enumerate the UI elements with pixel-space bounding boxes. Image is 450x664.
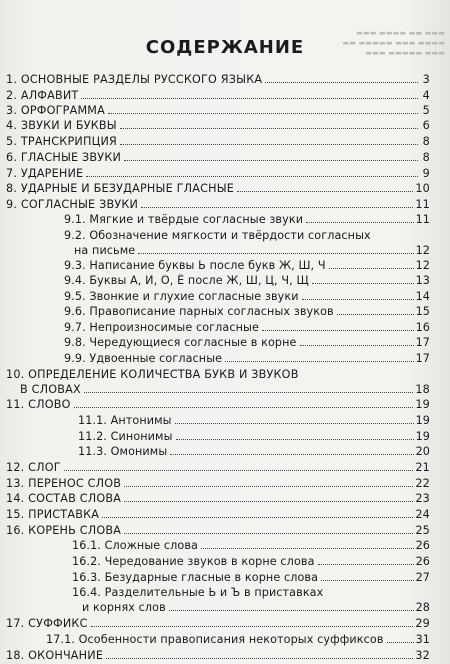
toc-entry-number: 4.: [6, 119, 18, 132]
toc-entry-title: ОПРЕДЕЛЕНИЕ КОЛИЧЕСТВА БУКВ И ЗВУКОВ: [28, 368, 299, 381]
dot-leader: [124, 159, 418, 161]
toc-page-number: 19: [415, 430, 430, 443]
toc-page-number: 26: [415, 555, 430, 568]
toc-entry[interactable]: [6, 649, 430, 662]
toc-entry-label: [46, 633, 384, 646]
toc-page-number: 28: [415, 601, 430, 614]
toc-entry-number: 11.: [6, 398, 25, 411]
toc-entry[interactable]: [6, 182, 430, 195]
toc-entry-number: 18.: [6, 649, 25, 662]
toc-page-number: 23: [415, 492, 430, 505]
toc-page-number: 9: [422, 167, 430, 180]
toc-entry-label: [72, 555, 315, 568]
dot-leader: [84, 391, 414, 393]
toc-entry-title: Антонимы: [110, 414, 172, 427]
toc-entry-number: 14.: [6, 492, 25, 505]
toc-entry-number: 16.4.: [72, 586, 105, 599]
toc-entry[interactable]: [6, 461, 430, 474]
toc-subentry[interactable]: [72, 555, 430, 568]
toc-entry-label: [64, 290, 299, 303]
toc-entry-label: [72, 571, 318, 584]
toc-entry-number: 17.1.: [46, 633, 75, 646]
toc-entry[interactable]: [6, 167, 430, 180]
dot-leader: [329, 267, 414, 269]
toc-entry-number: 9.2.: [64, 229, 90, 242]
toc-entry-label: [72, 539, 198, 552]
dot-leader: [64, 469, 414, 471]
toc-page-number: 29: [415, 617, 430, 630]
toc-entry-label: [6, 617, 88, 630]
toc-subentry[interactable]: [78, 445, 430, 458]
toc-entry-title: Непроизносимые согласные: [89, 321, 259, 334]
toc-entry-label: [6, 167, 83, 180]
toc-entry-label: [78, 445, 167, 458]
toc-entry-title: Чередование звуков в корне слова: [104, 555, 315, 568]
toc-entry[interactable]: [6, 508, 430, 521]
toc-entry-number: 9.8.: [64, 336, 86, 349]
toc-page-number: 17: [415, 336, 430, 349]
toc-subentry[interactable]: [64, 213, 430, 226]
toc-entry-number: 9.4.: [64, 274, 86, 287]
toc-entry-label: [6, 398, 71, 411]
toc-entry-title: ЗВУКИ И БУКВЫ: [20, 119, 117, 132]
toc-entry-title: СУФФИКС: [28, 617, 88, 630]
toc-entry-number: 9.3.: [64, 259, 86, 272]
toc-entry-number: 5.: [6, 135, 18, 148]
toc-entry-number: 9.1.: [64, 213, 86, 226]
toc-entry-number: 1.: [6, 73, 18, 86]
toc-page-number: 12: [415, 259, 430, 272]
toc-entry-line1: [6, 368, 299, 381]
toc-entry-label: [78, 414, 172, 427]
toc-entry-number: 9.9.: [64, 352, 86, 365]
toc-entry[interactable]: [6, 398, 430, 411]
toc-entry-title: Буквы А, И, О, Ё после Ж, Ш, Ц, Ч, Щ: [89, 274, 309, 287]
toc-subentry[interactable]: [64, 290, 430, 303]
toc-page-number: 8: [422, 151, 430, 164]
toc-entry-number: 3.: [6, 104, 18, 117]
toc-entry-title-continued: на письме: [74, 244, 136, 257]
toc-entry-title: ПЕРЕНОС СЛОВ: [28, 477, 122, 490]
toc-page-number: 3: [422, 73, 430, 86]
toc-entry[interactable]: [6, 104, 430, 117]
toc-entry-label: [6, 89, 78, 102]
dot-leader: [91, 625, 414, 627]
toc-entry-number: 10.: [6, 368, 29, 381]
dot-leader: [337, 313, 414, 315]
toc-entry-label: [6, 182, 234, 195]
toc-entry-line1: [72, 586, 323, 599]
toc-entry-label: [64, 213, 303, 226]
toc-page-number: 19: [415, 398, 430, 411]
toc-subentry[interactable]: [46, 633, 430, 646]
dot-leader: [175, 422, 414, 424]
toc-subentry[interactable]: [64, 321, 430, 334]
toc-entry-label: [6, 524, 121, 537]
toc-entry-label: [6, 492, 121, 505]
toc-entry-number: 11.1.: [78, 414, 107, 427]
toc-page-number: 24: [415, 508, 430, 521]
toc-entry-title: Обозначение мягкости и твёрдости согласных: [89, 229, 371, 242]
toc-entry-label: [6, 73, 262, 86]
toc-entry-label: [6, 135, 117, 148]
toc-entry-title: ПРИСТАВКА: [28, 508, 100, 521]
toc-entry-number: 9.7.: [64, 321, 86, 334]
toc-entry-title: СЛОГ: [28, 461, 61, 474]
toc-entry-label: [64, 274, 309, 287]
toc-entry-title: ОСНОВНЫЕ РАЗДЕЛЫ РУССКОГО ЯЗЫКА: [20, 73, 263, 86]
dot-leader: [387, 641, 414, 643]
toc-entry[interactable]: [20, 383, 430, 396]
toc-entry-title: АЛФАВИТ: [20, 89, 79, 102]
dot-leader: [225, 360, 413, 362]
toc-subentry[interactable]: [78, 430, 430, 443]
toc-page-number: 16: [415, 321, 430, 334]
toc-subentry[interactable]: [64, 274, 430, 287]
toc-page-number: 13: [415, 274, 430, 287]
dot-leader: [141, 206, 413, 208]
toc-entry-label: [6, 508, 99, 521]
toc-entry[interactable]: [6, 119, 430, 132]
toc-page-number: 10: [415, 182, 430, 195]
toc-entry-title: КОРЕНЬ СЛОВА: [28, 524, 122, 537]
toc-page-number: 21: [415, 461, 430, 474]
toc-subentry[interactable]: [72, 539, 430, 552]
toc-entry-number: 16.2.: [72, 555, 101, 568]
toc-page-number: 18: [415, 383, 430, 396]
toc-entry-label: [78, 430, 173, 443]
toc-page-number: 20: [415, 445, 430, 458]
toc-entry-number: 9.: [6, 198, 18, 211]
dot-leader: [138, 252, 413, 254]
toc-entry[interactable]: [6, 477, 430, 490]
dot-leader: [318, 563, 414, 565]
toc-entry-number: 11.3.: [78, 445, 107, 458]
toc-entry-number: 16.: [6, 524, 25, 537]
toc-entry-number: 6.: [6, 151, 18, 164]
toc-entry[interactable]: [6, 524, 430, 537]
toc-entry-title: ТРАНСКРИПЦИЯ: [20, 135, 117, 148]
toc-entry-title: СЛОВО: [28, 398, 71, 411]
toc-page-number: 22: [415, 477, 430, 490]
toc-entry-number: 9.5.: [64, 290, 86, 303]
toc-entry-number: 15.: [6, 508, 25, 521]
toc-subentry[interactable]: [64, 352, 430, 365]
toc-subentry[interactable]: [78, 414, 430, 427]
toc-page-number: 25: [415, 524, 430, 537]
toc-page-number: 27: [415, 571, 430, 584]
dot-leader: [120, 127, 418, 129]
toc-entry-label: [6, 198, 138, 211]
toc-entry-label: [6, 104, 105, 117]
toc-entry-label: [6, 461, 61, 474]
toc-entry-number: 9.6.: [64, 305, 86, 318]
toc-entry-title: СОГЛАСНЫЕ ЗВУКИ: [20, 198, 139, 211]
toc-subentry[interactable]: [72, 571, 430, 584]
dot-leader: [262, 329, 414, 331]
toc-page-number: 15: [415, 305, 430, 318]
toc-page-number: 4: [422, 89, 430, 102]
dot-leader: [106, 657, 413, 659]
toc-entry-label: [64, 352, 222, 365]
toc-page-number: 8: [422, 135, 430, 148]
toc-entry-number: 16.1.: [72, 539, 101, 552]
toc-entry[interactable]: [6, 617, 430, 630]
toc-entry-title-continued: В СЛОВАХ: [20, 383, 81, 396]
page-title: СОДЕРЖАНИЕ: [145, 37, 305, 58]
toc-entry-label: [64, 321, 259, 334]
toc-entry-label: [6, 119, 117, 132]
toc-entry-line1: [64, 229, 371, 242]
toc-entry-label: [64, 336, 297, 349]
dot-leader: [306, 221, 413, 223]
toc-entry-label: [6, 649, 103, 662]
toc-entry-title: ГЛАСНЫЕ ЗВУКИ: [20, 151, 122, 164]
toc-subentry[interactable]: [64, 336, 430, 349]
toc-entry-title: Мягкие и твёрдые согласные звуки: [89, 213, 304, 226]
toc-entry-title: Чередующиеся согласные в корне: [89, 336, 297, 349]
toc-entry-label: [6, 477, 121, 490]
toc-entry-number: 7.: [6, 167, 18, 180]
toc-entry-title: УДАРЕНИЕ: [20, 167, 84, 180]
toc-page-number: 11: [415, 198, 430, 211]
toc-entry-number: 12.: [6, 461, 25, 474]
dot-leader: [265, 81, 418, 83]
toc-page-number: 17: [415, 352, 430, 365]
toc-entry[interactable]: [6, 492, 430, 505]
toc-entry-number: 2.: [6, 89, 18, 102]
toc-entry-title: УДАРНЫЕ И БЕЗУДАРНЫЕ ГЛАСНЫЕ: [20, 182, 235, 195]
dot-leader: [86, 175, 418, 177]
dot-leader: [120, 143, 418, 145]
dot-leader: [102, 516, 413, 518]
toc-entry-title: ОРФОГРАММА: [20, 104, 106, 117]
dot-leader: [237, 190, 413, 192]
dot-leader: [81, 97, 418, 99]
dot-leader: [108, 112, 418, 114]
toc-subentry[interactable]: [64, 305, 430, 318]
toc-entry-title-continued: и корнях слов: [82, 601, 166, 614]
toc-entry[interactable]: [6, 151, 430, 164]
toc-entry-number: 8.: [6, 182, 18, 195]
toc-entry-title: СОСТАВ СЛОВА: [28, 492, 122, 505]
toc-entry[interactable]: [6, 89, 430, 102]
toc-entry[interactable]: [6, 73, 430, 86]
toc-entry-title: Разделительные Ь и Ъ в приставках: [104, 586, 324, 599]
dot-leader: [124, 485, 413, 487]
toc-subentry[interactable]: [82, 601, 430, 614]
toc-entry-number: 11.2.: [78, 430, 107, 443]
toc-page-number: 14: [415, 290, 430, 303]
dot-leader: [124, 532, 413, 534]
toc-subentry[interactable]: [64, 259, 430, 272]
toc-entry-title: Звонкие и глухие согласные звуки: [89, 290, 299, 303]
toc-page-number: 6: [422, 119, 430, 132]
toc-page-number: 19: [415, 414, 430, 427]
dot-leader: [201, 547, 414, 549]
toc-page-number: 32: [415, 649, 430, 662]
toc-entry-title: Написание буквы Ь после букв Ж, Ш, Ч: [89, 259, 326, 272]
toc-entry-title: Синонимы: [110, 430, 173, 443]
dot-leader: [124, 500, 413, 502]
toc-page-number: 26: [415, 539, 430, 552]
toc-entry-title: Безударные гласные в корне слова: [104, 571, 319, 584]
toc-entry-title: ОКОНЧАНИЕ: [28, 649, 104, 662]
toc-entry-label: [64, 259, 326, 272]
toc-entry-title: Сложные слова: [104, 539, 198, 552]
toc-page-number: 31: [415, 633, 430, 646]
toc-entry-title: Удвоенные согласные: [89, 352, 223, 365]
dot-leader: [300, 344, 414, 346]
dot-leader: [321, 579, 414, 581]
show-through-text: ▬▬▬ ▬▬ ▬▬▬▬ ▬▬▬ ▬▬▬▬ ▬▬▬ ▬▬▬▬▬ ▬▬ ▬▬▬ ▬▬▬▬▬ ▬▬▬: [342, 29, 445, 57]
toc-page-number: 11: [415, 213, 430, 226]
toc-entry[interactable]: [6, 198, 430, 211]
dot-leader: [74, 406, 414, 408]
dot-leader: [302, 298, 414, 300]
toc-entry-title: Правописание парных согласных звуков: [89, 305, 334, 318]
toc-entry-label: [6, 151, 121, 164]
dot-leader: [169, 609, 414, 611]
dot-leader: [312, 282, 414, 284]
toc-subentry[interactable]: [74, 244, 430, 257]
toc-page-number: 12: [415, 244, 430, 257]
toc-page-number: 5: [422, 104, 430, 117]
toc-entry[interactable]: [6, 135, 430, 148]
toc-entry-label: [64, 305, 334, 318]
toc-entry-title: Омонимы: [110, 445, 168, 458]
dot-leader: [170, 453, 413, 455]
toc-entry-title: Особенности правописания некоторых суффиксов: [78, 633, 384, 646]
toc-entry-number: 13.: [6, 477, 25, 490]
toc-entry-number: 16.3.: [72, 571, 101, 584]
toc-entry-number: 17.: [6, 617, 25, 630]
dot-leader: [176, 438, 414, 440]
